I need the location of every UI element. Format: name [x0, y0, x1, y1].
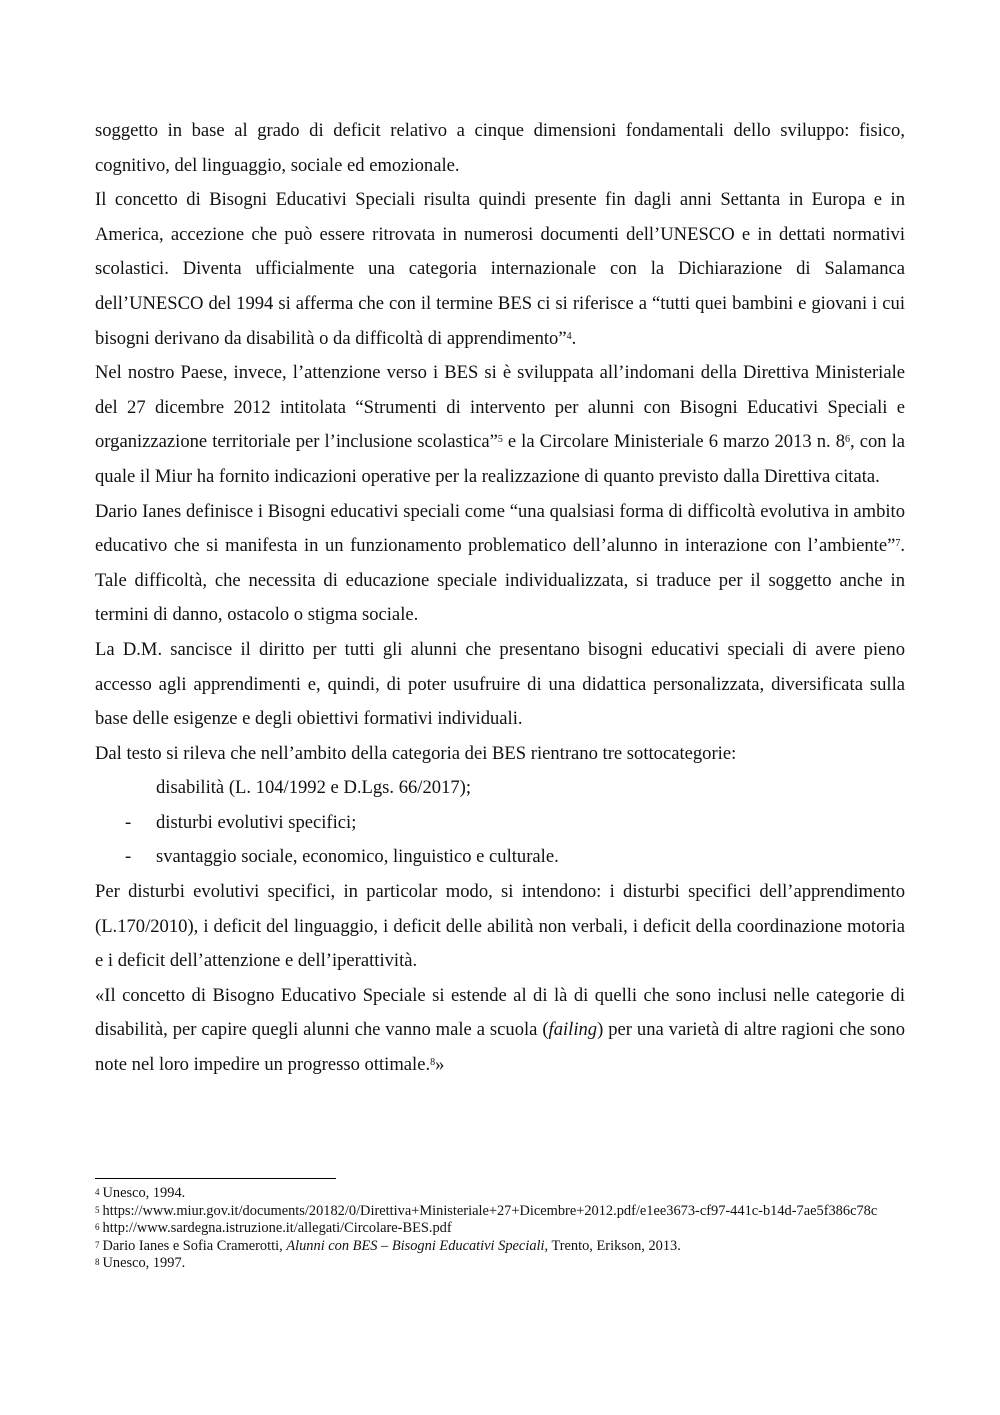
- paragraph-quote: [95, 979, 905, 1083]
- footnote-6: [95, 1220, 905, 1238]
- footnote-number: 8: [95, 1257, 100, 1267]
- footnote-number: 5: [95, 1204, 100, 1215]
- paragraph-dm: La D.M. sancisce il diritto per tutti gli alunni che presentano bisogni educativi speciali di avere pieno accesso agli apprendimenti e, quindi, di poter usufruire di una didattica personalizzata, diversificata sulla base delle esigenze e degli obiettivi formativi individuali.: [95, 638, 905, 730]
- quote-italic-term: failing: [548, 1019, 598, 1041]
- paragraph-continuation: soggetto in base al grado di deficit relativo a cinque dimensioni fondamentali dello sviluppo: fisico, cognitivo, del linguaggio, sociale ed emozionale.: [95, 120, 905, 176]
- footnote-number: 7: [95, 1239, 100, 1250]
- paragraph-italy: [95, 356, 905, 494]
- list-item-text: disturbi evolutivi specifici;: [156, 811, 357, 833]
- paragraph-text: Dario Ianes definisce i Bisogni educativi speciali come “una qualsiasi forma di difficoltà evolutiva in ambito educativo che si manifesta in un funzionamento problematico dell’alunno in interazione con l’ambiente”: [95, 500, 905, 557]
- quote-text: ) per una varietà di altre ragioni che sono note nel loro impedire un progresso ottimale.: [95, 1019, 905, 1076]
- list-item: [95, 771, 905, 806]
- footnote-5: [95, 1203, 905, 1221]
- paragraph-subcategories-intro: Dal testo si rileva che nell’ambito della categoria dei BES rientrano tre sottocategorie:: [95, 742, 737, 764]
- list-dash: -: [125, 811, 132, 833]
- subcategory-list: [95, 771, 905, 875]
- footnote-publication: , Trento, Erikson, 2013.: [544, 1237, 681, 1254]
- footnote-link[interactable]: https://www.miur.gov.it/documents/20182/0/Direttiva+Ministeriale+27+Dicembre+2012.pdf/e1ee3673-cf97-441c-b14d-7ae5f386c78c: [102, 1202, 878, 1219]
- footnote-8: [95, 1255, 905, 1273]
- paragraph-bes-origin: [95, 183, 905, 356]
- paragraph-text: Il concetto di Bisogni Educativi Speciali risulta quindi presente fin dagli anni Settanta in Europa e in America, accezione che può essere ritrovata in numerosi documenti dell’UNESCO e in dettati normativi scolastici. Diventa ufficialmente una categoria internazionale con la Dichiarazione di Salamanca dell’UNESCO del 1994 si afferma che con il termine BES ci si riferisce a “tutti quei bambini e giovani i cui bisogni derivano da disabilità o da difficoltà di apprendimento”: [95, 189, 905, 349]
- list-item: [95, 806, 905, 841]
- footnote-link[interactable]: http://www.sardegna.istruzione.it/allegati/Circolare-BES.pdf: [102, 1220, 452, 1236]
- footnote-7: [95, 1238, 905, 1256]
- footnote-separator: [95, 1178, 336, 1179]
- footnote-ref[interactable]: 8: [430, 1057, 436, 1069]
- footnote-text: Unesco, 1994.: [102, 1185, 186, 1201]
- list-item-text: svantaggio sociale, economico, linguistico e culturale.: [156, 846, 559, 868]
- paragraph-text: Nel nostro Paese, invece, l’attenzione verso i BES si è sviluppata all’indomani della Direttiva Ministeriale del 27 dicembre 2012 intitolata “Strumenti di intervento per alunni con Bisogni Educativi Speciali e organizzazione territoriale per l’inclusione scolastica”: [95, 362, 905, 453]
- footnote-number: 6: [95, 1222, 100, 1232]
- paragraph-text: . Tale difficoltà, che necessita di educazione speciale individualizzata, si traduce per il soggetto anche in termini di danno, ostacolo o stigma sociale.: [95, 535, 905, 626]
- paragraph-ianes: [95, 495, 905, 633]
- paragraph-dse: Per disturbi evolutivi specifici, in particolar modo, si intendono: i disturbi specifici dell’apprendimento (L.170/2010), i deficit del linguaggio, i deficit delle abilità non verbali, i deficit della coordinazione motoria e i deficit dell’attenzione e dell’iperattività.: [95, 881, 905, 972]
- paragraph-text: , con la quale il Miur ha fornito indicazioni operative per la realizzazione di quanto previsto dalla Direttiva citata.: [95, 431, 905, 487]
- paragraph-text: e la Circolare Ministeriale 6 marzo 2013 n. 8: [502, 431, 846, 453]
- footnote-number: 4: [95, 1187, 100, 1197]
- list-dash: -: [125, 846, 132, 868]
- footnotes: [95, 1185, 905, 1273]
- footnote-4: [95, 1185, 905, 1203]
- footnote-ref[interactable]: 6: [845, 434, 851, 446]
- footnote-text: Unesco, 1997.: [102, 1255, 186, 1271]
- list-item: [95, 840, 905, 875]
- main-text: [95, 114, 905, 1083]
- footnote-ref[interactable]: 4: [566, 330, 572, 342]
- list-item-text: disabilità (L. 104/1992 e D.Lgs. 66/2017);: [156, 777, 472, 799]
- footnote-ref[interactable]: 7: [895, 538, 901, 550]
- footnote-authors: Dario Ianes e Sofia Cramerotti,: [102, 1237, 287, 1254]
- quote-text: «Il concetto di Bisogno Educativo Speciale si estende al di là di quelli che sono inclusi nelle categorie di disabilità, per capire quegli alunni che vanno male a scuola (: [95, 984, 905, 1041]
- footnote-book-title: Alunni con BES – Bisogni Educativi Speciali: [286, 1237, 545, 1254]
- quote-close: »: [435, 1054, 445, 1076]
- paragraph-tail: .: [571, 327, 577, 349]
- footnote-ref[interactable]: 5: [497, 434, 503, 446]
